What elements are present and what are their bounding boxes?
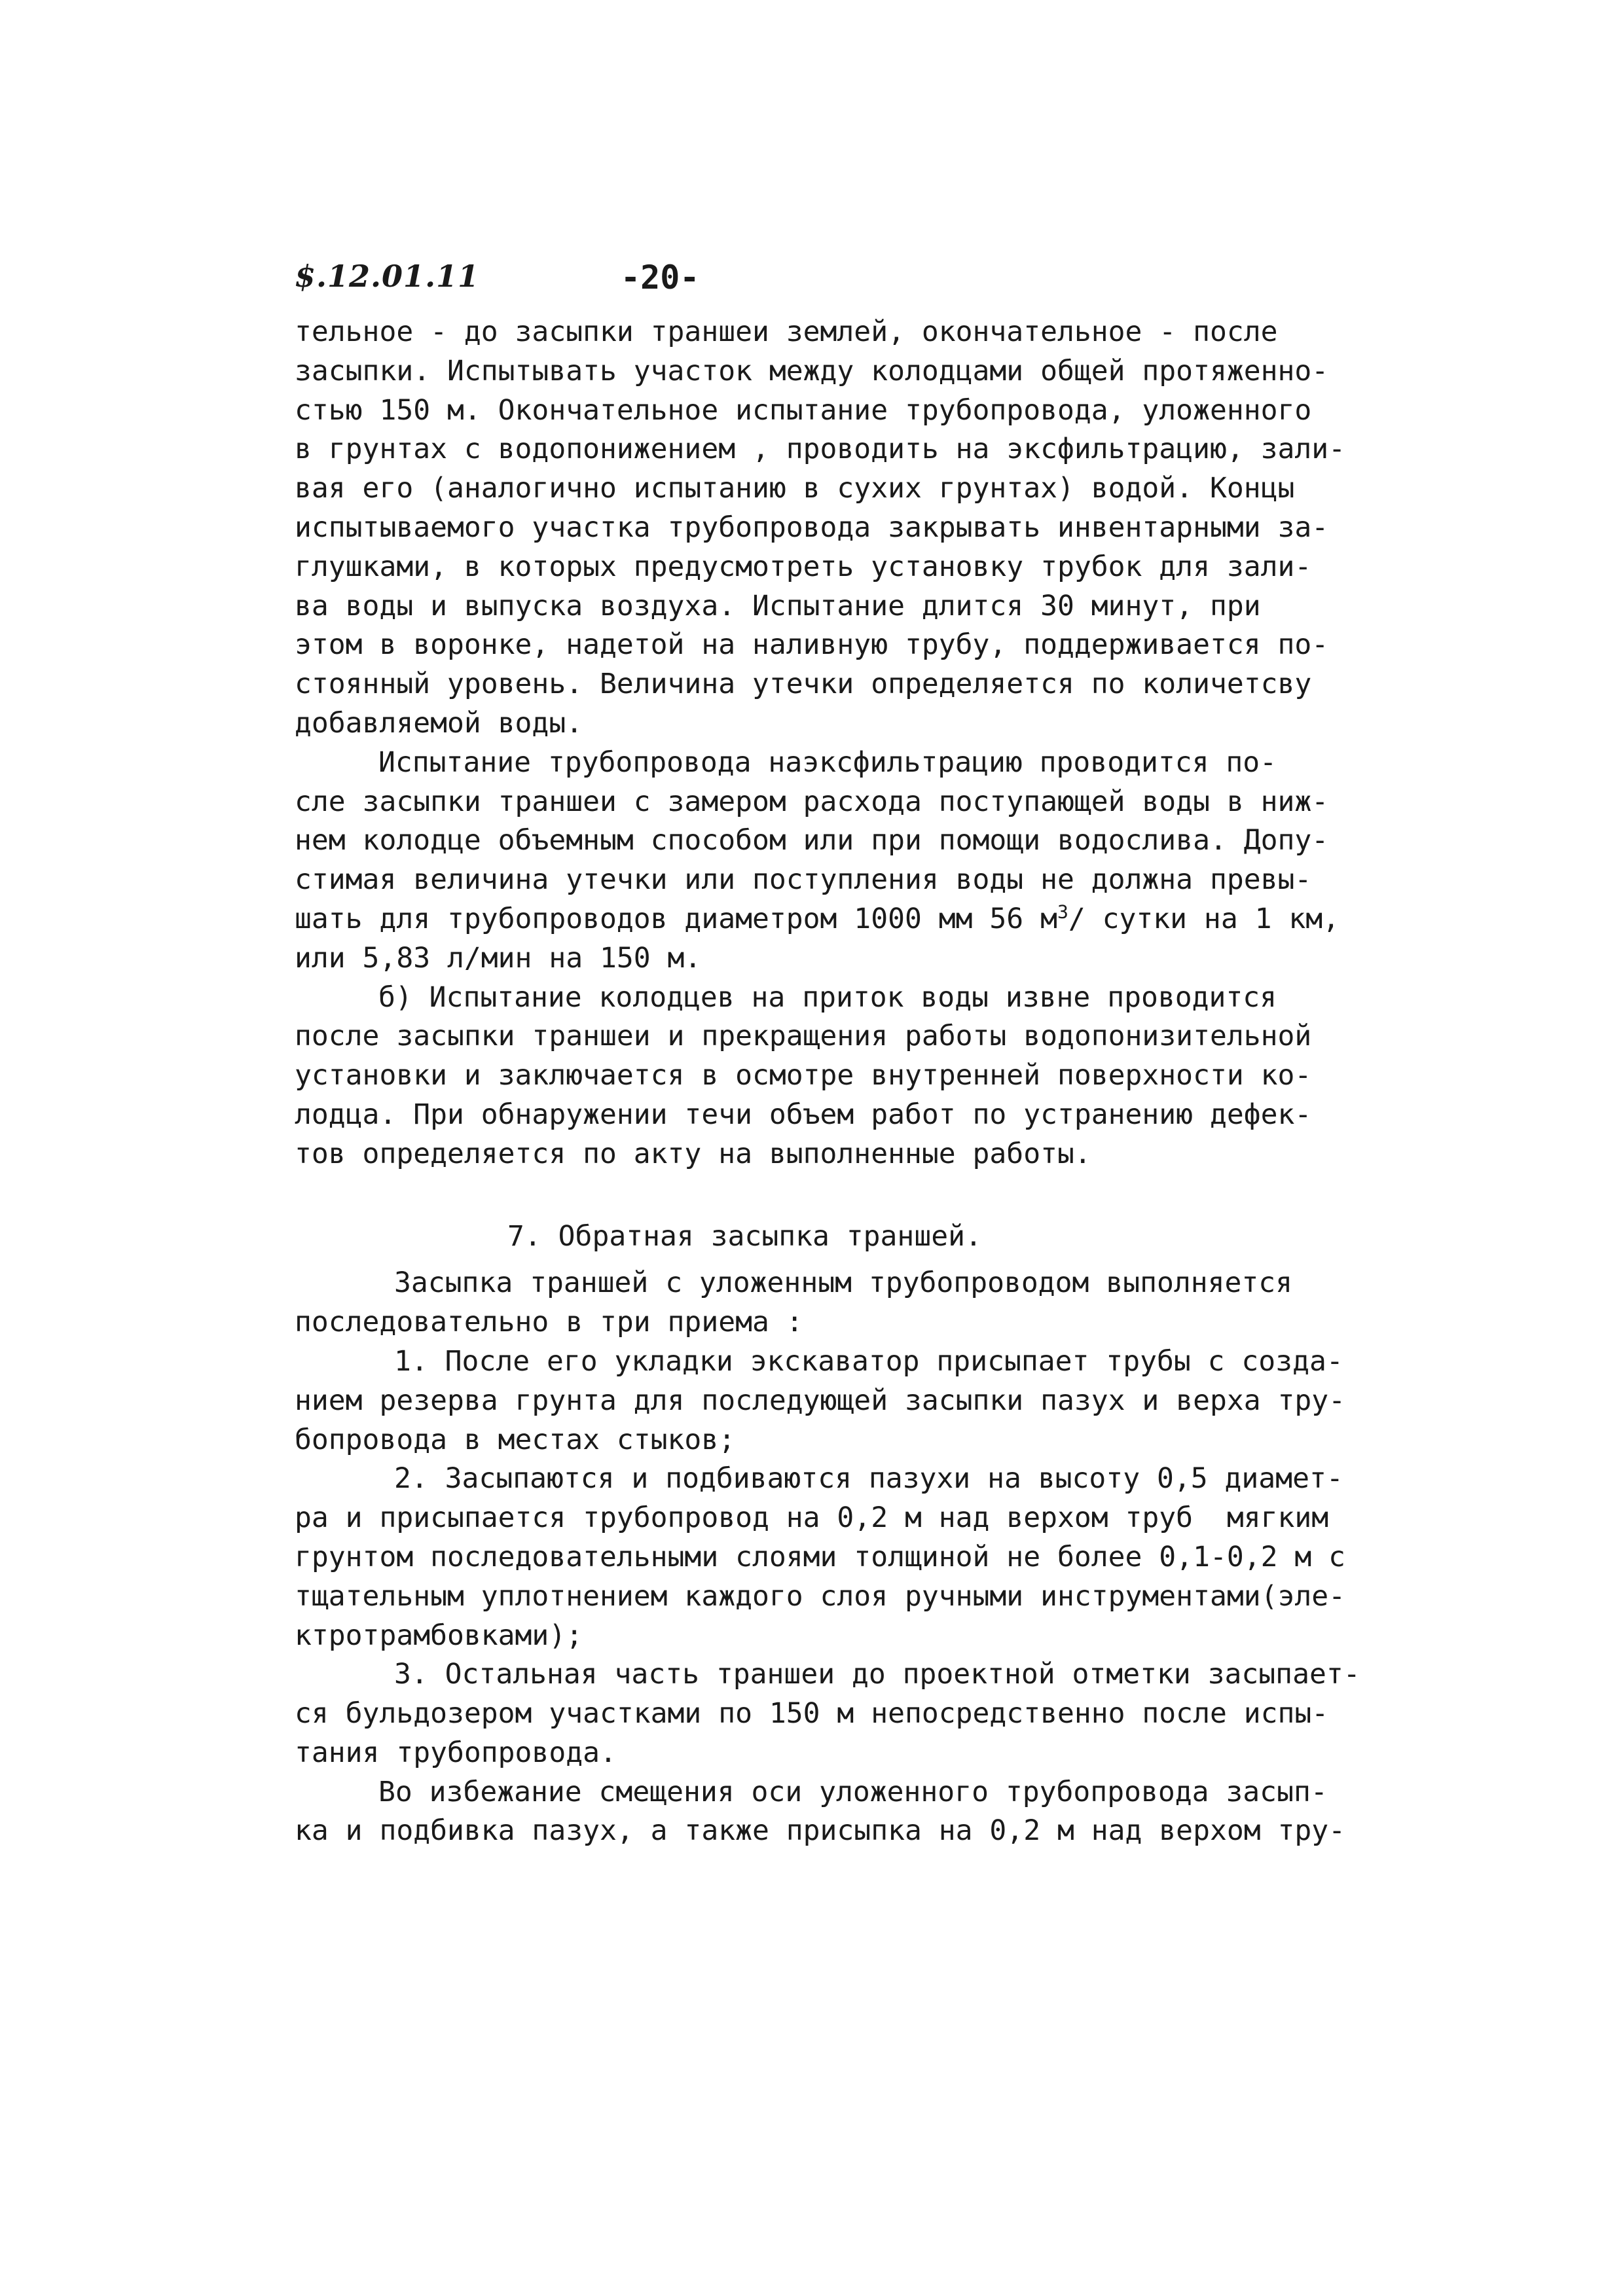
text-line: этом в воронке, надетой на наливную трубу, поддерживается по- xyxy=(295,628,1329,662)
text-line: ра и присыпается трубопровод на 0,2 м над верхом труб мягким xyxy=(295,1501,1329,1535)
text-line: стоянный уровень. Величина утечки определяется по количетсву xyxy=(295,668,1312,701)
text-line: последовательно в три приема : xyxy=(295,1306,803,1339)
text-line: вая его (аналогично испытанию в сухих грунтах) водой. Концы xyxy=(295,472,1295,505)
page-header xyxy=(295,259,1408,304)
text-line: глушками, в которых предусмотреть установку трубок для зали- xyxy=(295,550,1312,583)
paragraph-backfill-intro xyxy=(295,1264,1329,1342)
text-line: Во избежание смещения оси уложенного трубопровода засып- xyxy=(378,1775,1328,1808)
text-line: добавляемой воды. xyxy=(295,706,583,740)
text-line: бопровода в местах стыков; xyxy=(295,1423,736,1456)
text-line: стью 150 м. Окончательное испытание трубопровода, уложенного xyxy=(295,393,1312,427)
text-line: нем колодце объемным способом или при помощи водослива. Допу- xyxy=(295,824,1329,857)
formula-line xyxy=(295,900,1340,939)
text-line: лодца. При обнаружении течи объем работ по устранению дефек- xyxy=(295,1098,1312,1131)
text-line: ся бульдозером участками по 150 м непосредственно после испы- xyxy=(295,1697,1329,1731)
document-code: $.12.01.11 xyxy=(295,259,480,294)
text-line: засыпки. Испытывать участок между колодцами общей протяженно- xyxy=(295,354,1329,387)
formula-prefix: шать для трубопроводов диаметром 1000 мм 56 м xyxy=(295,902,1057,935)
list-item-1 xyxy=(295,1342,1346,1460)
text-line: 1. После его укладки экскаватор присыпает трубы с созда- xyxy=(394,1344,1343,1378)
text-line: Испытание трубопровода наэксфильтрацию проводится по- xyxy=(378,745,1277,779)
text-line: нием резерва грунта для последующей засыпки пазух и верха тру- xyxy=(295,1384,1346,1417)
text-line: ктротрамбовками); xyxy=(295,1619,583,1652)
text-line: в грунтах с водопонижением , проводить на эксфильтрацию, зали- xyxy=(295,433,1346,466)
paragraph-testing-continuation xyxy=(295,313,1346,744)
section-heading: 7. Обратная засыпка траншей. xyxy=(507,1219,982,1253)
text-line: установки и заключается в осмотре внутренней поверхности ко- xyxy=(295,1059,1312,1092)
document-body xyxy=(295,313,1360,1851)
text-line: тания трубопровода. xyxy=(295,1736,617,1769)
paragraph-manhole-test xyxy=(295,978,1329,1174)
paragraph-displacement xyxy=(295,1773,1346,1852)
superscript: 3 xyxy=(1057,901,1068,923)
text-line: стимая величина утечки или поступления воды не должна превы- xyxy=(295,863,1312,897)
text-line: испытываемого участка трубопровода закрывать инвентарными за- xyxy=(295,511,1329,544)
text-line: или 5,83 л/мин на 150 м. xyxy=(295,941,702,975)
page-number: -20- xyxy=(621,259,700,296)
text-line: Засыпка траншей с уложенным трубопроводом выполняется xyxy=(394,1266,1293,1300)
text-line: грунтом последовательными слоями толщиной не более 0,1-0,2 м с xyxy=(295,1540,1346,1573)
text-line: сле засыпки траншеи с замером расхода поступающей воды в ниж- xyxy=(295,785,1329,818)
text-line: тщательным уплотнением каждого слоя ручными инструментами(эле- xyxy=(295,1579,1346,1613)
text-line: тельное - до засыпки траншеи землей, окончательное - после xyxy=(295,315,1278,348)
paragraph-exfiltration-test xyxy=(295,744,1340,978)
text-line: 3. Остальная часть траншеи до проектной отметки засыпает- xyxy=(394,1658,1360,1691)
text-line: после засыпки траншеи и прекращения работы водопонизительной xyxy=(295,1020,1312,1053)
text-line: б) Испытание колодцев на приток воды извне проводится xyxy=(378,980,1277,1014)
text-line: ва воды и выпуска воздуха. Испытание длится 30 минут, при xyxy=(295,589,1261,622)
list-item-3 xyxy=(295,1655,1360,1772)
list-item-2 xyxy=(295,1460,1346,1655)
formula-suffix: / сутки на 1 км, xyxy=(1068,902,1340,935)
text-line: тов определяется по акту на выполненные работы. xyxy=(295,1137,1091,1170)
text-line: ка и подбивка пазух, а также присыпка на 0,2 м над верхом тру- xyxy=(295,1814,1346,1848)
text-line: 2. Засыпаются и подбиваются пазухи на высоту 0,5 диамет- xyxy=(394,1462,1343,1496)
